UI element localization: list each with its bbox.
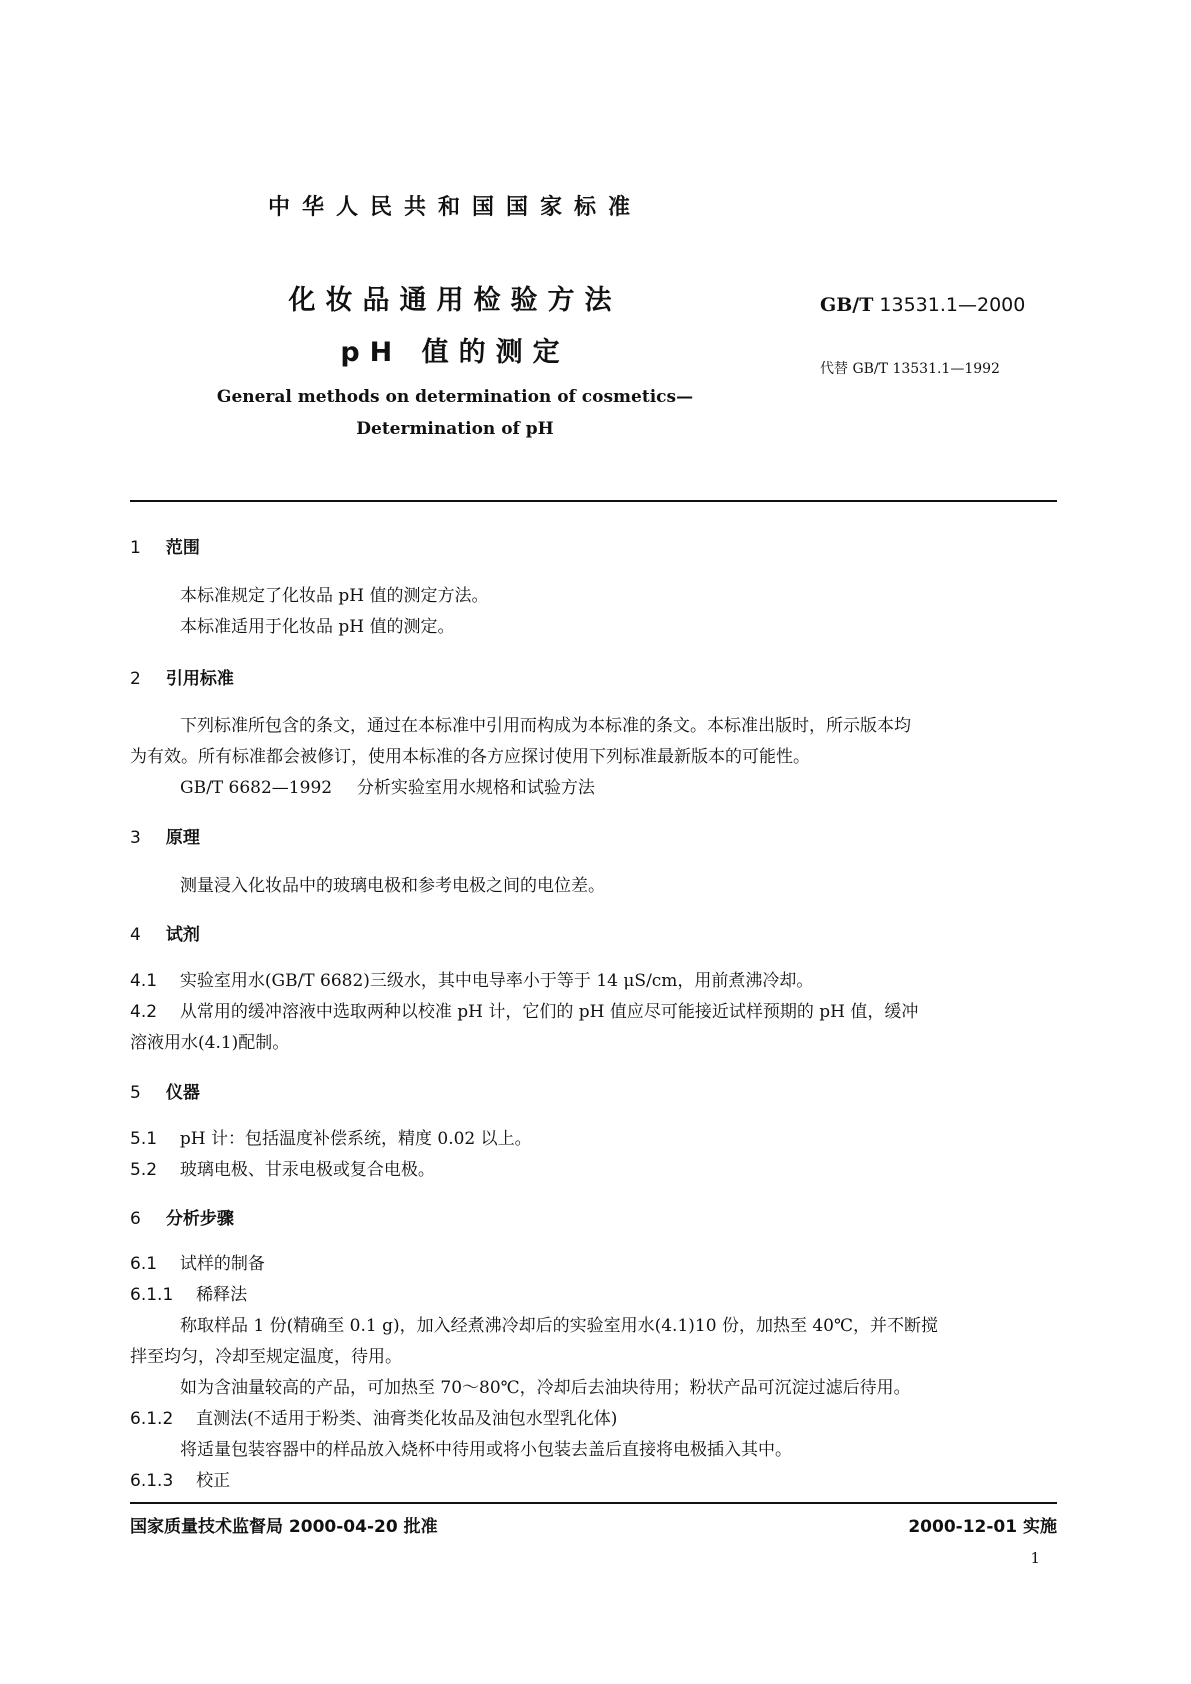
item-number: 6.1.1 xyxy=(130,1285,174,1305)
item-number: 6.1 xyxy=(130,1254,158,1274)
list-item xyxy=(130,1155,435,1186)
paragraph: 称取样品 1 份(精确至 0.1 g)，加入经煮沸冷却后的实验室用水(4.1)10 份，加热至 40℃，并不断搅 xyxy=(180,1316,939,1336)
standard-code-number: 13531.1—2000 xyxy=(879,294,1026,316)
subsection-heading xyxy=(130,1280,247,1311)
header-divider xyxy=(130,500,1057,502)
section-title: 试剂 xyxy=(165,925,200,945)
section-3-heading xyxy=(130,823,200,848)
subsection-title: 直测法(不适用于粉类、油膏类化妆品及油包水型乳化体) xyxy=(196,1409,618,1429)
paragraph: 本标准适用于化妆品 pH 值的测定。 xyxy=(180,617,455,637)
standard-code xyxy=(820,294,1025,316)
subsection-title: 校正 xyxy=(196,1471,231,1491)
section-number: 4 xyxy=(130,925,141,945)
section-4-heading xyxy=(130,920,200,945)
section-title: 仪器 xyxy=(165,1083,200,1103)
section-number: 1 xyxy=(130,538,141,558)
item-text: 从常用的缓冲溶液中选取两种以校准 pH 计，它们的 pH 值应尽可能接近试样预期的 pH 值，缓冲 xyxy=(179,1002,919,1022)
paragraph: 下列标准所包含的条文，通过在本标准中引用而构成为本标准的条文。本标准出版时，所示版本均 xyxy=(180,716,911,736)
item-number: 5.1 xyxy=(130,1129,158,1149)
item-number: 5.2 xyxy=(130,1160,158,1180)
item-number: 6.1.2 xyxy=(130,1409,174,1429)
standard-code-prefix: GB/T xyxy=(820,294,874,316)
paragraph: 为有效。所有标准都会被修订，使用本标准的各方应探讨使用下列标准最新版本的可能性。 xyxy=(130,747,810,767)
document-title: 化妆品通用检验方法 xyxy=(288,285,622,316)
item-text: pH 计：包括温度补偿系统，精度 0.02 以上。 xyxy=(179,1129,532,1149)
document-subtitle: pH 值的测定 xyxy=(340,337,570,368)
reference-code: GB/T 6682—1992 xyxy=(180,778,333,798)
reference-title: 分析实验室用水规格和试验方法 xyxy=(356,778,595,798)
replaces-standard xyxy=(820,358,1000,378)
paragraph: 本标准规定了化妆品 pH 值的测定方法。 xyxy=(180,586,489,606)
list-item xyxy=(130,966,813,997)
document-title-english-line-1: General methods on determination of cosmetics— xyxy=(216,387,694,407)
section-2-heading xyxy=(130,664,234,689)
list-item xyxy=(130,997,918,1028)
section-title: 原理 xyxy=(165,828,200,848)
paragraph: 如为含油量较高的产品，可加热至 70～80℃，冷却后去油块待用；粉状产品可沉淀过滤后待用。 xyxy=(180,1378,911,1398)
document-title-english-line-2: Determination of pH xyxy=(356,419,554,439)
section-number: 5 xyxy=(130,1083,141,1103)
approval-statement: 国家质量技术监督局 2000-04-20 批准 xyxy=(130,1517,438,1537)
subsection-title: 试样的制备 xyxy=(179,1254,265,1274)
item-number: 4.2 xyxy=(130,1002,158,1022)
footer-divider xyxy=(130,1502,1057,1504)
paragraph: 测量浸入化妆品中的玻璃电极和参考电极之间的电位差。 xyxy=(180,876,605,896)
subsection-title: 稀释法 xyxy=(196,1285,248,1305)
subsection-heading xyxy=(130,1404,617,1435)
section-5-heading xyxy=(130,1078,200,1103)
section-number: 3 xyxy=(130,828,141,848)
national-standard-label: 中华人民共和国国家标准 xyxy=(267,195,642,220)
list-item xyxy=(130,1124,532,1155)
section-number: 2 xyxy=(130,669,141,689)
subsection-heading xyxy=(130,1249,265,1280)
section-6-heading xyxy=(130,1204,234,1229)
effective-date: 2000-12-01 实施 xyxy=(908,1517,1057,1537)
section-title: 范围 xyxy=(165,538,200,558)
item-number: 4.1 xyxy=(130,971,158,991)
subsection-heading xyxy=(130,1466,230,1497)
paragraph: 将适量包装容器中的样品放入烧杯中待用或将小包装去盖后直接将电极插入其中。 xyxy=(180,1440,792,1460)
replaces-number: 13531.1—1992 xyxy=(892,361,1000,377)
section-title: 引用标准 xyxy=(165,669,234,689)
item-text: 玻璃电极、甘汞电极或复合电极。 xyxy=(179,1160,435,1180)
page-number: 1 xyxy=(1030,1549,1040,1567)
item-text: 实验室用水(GB/T 6682)三级水，其中电导率小于等于 14 μS/cm，用前煮沸冷却。 xyxy=(179,971,814,991)
section-number: 6 xyxy=(130,1209,141,1229)
section-title: 分析步骤 xyxy=(165,1209,234,1229)
item-number: 6.1.3 xyxy=(130,1471,174,1491)
paragraph: 拌至均匀，冷却至规定温度，待用。 xyxy=(130,1347,402,1367)
reference-entry xyxy=(180,773,595,804)
section-1-heading xyxy=(130,533,200,558)
replaces-prefix: 代替 GB/T xyxy=(820,361,888,377)
paragraph: 溶液用水(4.1)配制。 xyxy=(130,1033,290,1053)
